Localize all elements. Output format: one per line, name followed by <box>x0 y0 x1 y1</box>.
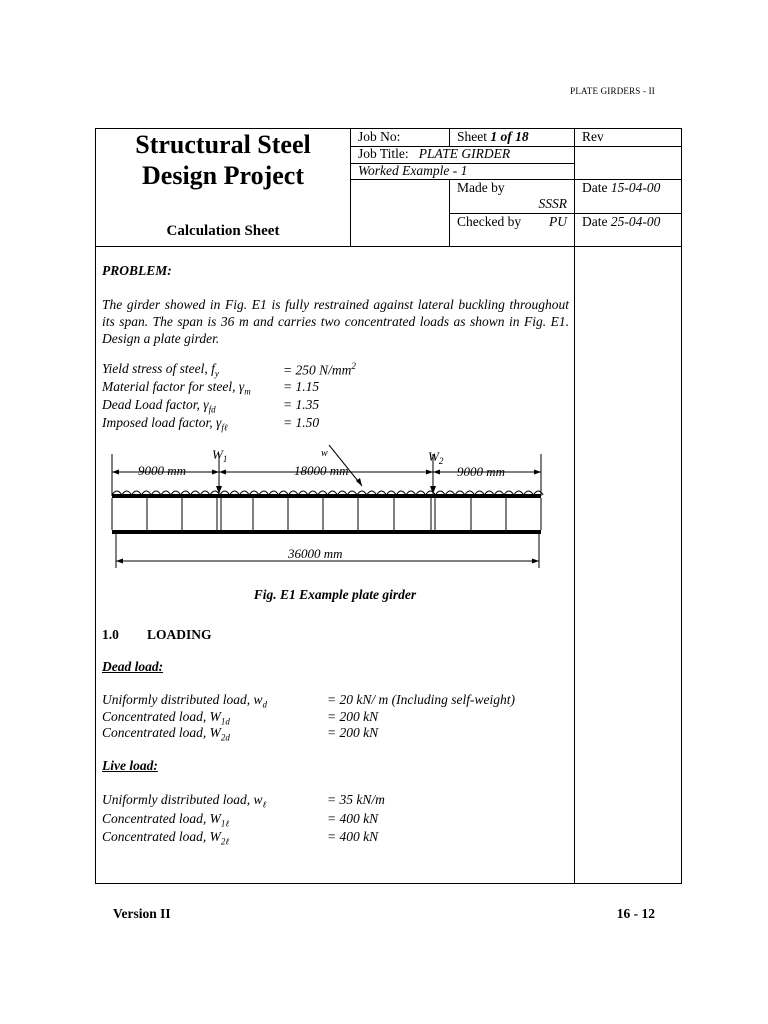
property-row-fy <box>102 361 356 379</box>
load-label: Concentrated load, W <box>102 829 221 844</box>
checked-by-value: PU <box>549 214 567 229</box>
dim-arrowhead <box>426 470 433 475</box>
section-number: 1.0 <box>102 627 119 642</box>
live-load-heading: Live load: <box>102 758 158 773</box>
load-value: = 200 kN <box>327 708 379 724</box>
property-label: Material factor for steel, γ <box>102 379 245 394</box>
project-title-line-1: Structural Steel <box>135 130 311 159</box>
property-sub: y <box>214 368 219 379</box>
property-sub: m <box>244 386 251 397</box>
job-title-value: PLATE GIRDER <box>418 146 511 161</box>
property-sup: 2 <box>351 361 356 371</box>
load-value: = 35 kN/m <box>327 792 385 807</box>
property-row-gamma-m <box>102 379 320 397</box>
project-title-line-2: Design Project <box>142 161 304 190</box>
dim-right-label: 9000 mm <box>457 464 506 479</box>
w2-label: $W_2$ <box>428 449 444 466</box>
dead-load-row <box>102 708 379 727</box>
dim-arrowhead <box>112 470 119 475</box>
plate-girder-figure <box>100 440 560 580</box>
property-value-text: = 250 N/mm <box>283 362 352 378</box>
live-load-row <box>102 792 385 811</box>
checked-by-label: Checked by <box>457 214 522 229</box>
property-label: Yield stress of steel, f <box>102 361 215 376</box>
made-by-value: SSSR <box>538 196 567 211</box>
dead-load-list <box>102 692 515 743</box>
property-value <box>283 361 356 379</box>
property-value: = 1.35 <box>283 397 320 412</box>
property-sub: fℓ <box>221 422 228 433</box>
property-label: Dead Load factor, γ <box>102 397 209 412</box>
live-load-list <box>102 792 385 848</box>
job-title-label: Job Title: <box>358 146 409 161</box>
header-bottom-rule <box>95 246 682 247</box>
section-title: LOADING <box>147 627 212 642</box>
dim-total-label: 36000 mm <box>288 546 343 561</box>
dim-arrowhead <box>219 470 226 475</box>
live-load-row <box>102 810 379 830</box>
property-value: = 1.50 <box>283 415 320 430</box>
job-no-label: Job No: <box>358 129 401 144</box>
rev-label: Rev <box>582 129 604 144</box>
dead-load-row <box>102 725 379 743</box>
property-value: = 1.15 <box>283 379 320 394</box>
property-row-gamma-fd <box>102 397 320 415</box>
sheet-label: Sheet <box>457 129 491 144</box>
header-col-1a <box>449 128 450 146</box>
load-sub: 2d <box>220 732 230 743</box>
margin-column-rule <box>574 128 575 883</box>
load-sub: d <box>262 699 268 710</box>
load-label: Uniformly distributed load, w <box>102 792 263 807</box>
load-sub: ℓ <box>262 799 267 810</box>
date-made-value: 15-04-00 <box>610 180 661 195</box>
udl-label: w <box>321 448 328 459</box>
load-value: = 400 kN <box>327 829 379 844</box>
w1-label: $W_1$ <box>212 447 228 464</box>
load-sub: 1ℓ <box>220 818 230 829</box>
version-label: Version II <box>113 906 171 921</box>
load-value: = 200 kN <box>327 725 379 740</box>
date-made-label: Date <box>582 180 611 195</box>
page-number: 16 - 12 <box>616 906 655 921</box>
date-checked-value: 25-04-00 <box>610 214 661 229</box>
property-row-gamma-fl <box>102 415 320 433</box>
figure-caption: Fig. E1 Example plate girder <box>253 587 417 602</box>
property-sub: fd <box>208 404 216 415</box>
w2-arrowhead <box>430 486 436 494</box>
load-label: Concentrated load, W <box>102 725 221 740</box>
load-label: Concentrated load, W <box>102 810 221 826</box>
live-load-row <box>102 829 379 848</box>
dead-load-heading: Dead load: <box>102 659 164 674</box>
dim-arrowhead <box>116 559 123 564</box>
load-value: = 400 kN <box>327 810 379 826</box>
made-by-label: Made by <box>457 180 505 195</box>
dim-mid-label: 18000 mm <box>294 463 349 478</box>
load-value: = 20 kN/ m (Including self-weight) <box>327 692 515 707</box>
date-checked-cell <box>582 214 660 230</box>
sheet-value: 1 of 18 <box>490 129 529 144</box>
load-label: Uniformly distributed load, w <box>102 692 263 707</box>
dim-arrowhead <box>534 470 541 475</box>
running-head: PLATE GIRDERS - II <box>570 86 655 96</box>
sheet-cell <box>457 129 529 145</box>
dim-left-label: 9000 mm <box>138 463 187 478</box>
dim-arrowhead <box>212 470 219 475</box>
design-properties <box>102 361 356 433</box>
dim-arrowhead <box>433 470 440 475</box>
header-col-1b <box>449 179 450 246</box>
load-label: Concentrated load, W <box>102 708 221 724</box>
dead-load-row <box>102 692 515 710</box>
bottom-flange <box>112 530 541 534</box>
dim-arrowhead <box>532 559 539 564</box>
load-sub: 1d <box>220 716 230 727</box>
date-made-cell <box>582 180 660 196</box>
top-flange <box>112 494 541 498</box>
worked-example: Worked Example - 1 <box>358 163 468 178</box>
date-checked-label: Date <box>582 214 611 229</box>
project-title <box>96 129 350 191</box>
problem-paragraph: The girder showed in Fig. E1 is fully restrained against lateral buckling throughout its span. The span is 36 m and carries two concentrated loads as shown in Fig. E1. Design a plate girder. <box>102 297 569 346</box>
job-title-cell <box>358 146 510 162</box>
load-sub: 2ℓ <box>220 836 230 847</box>
loading-heading <box>102 627 212 643</box>
calculation-sheet-label: Calculation Sheet <box>166 223 280 239</box>
property-label: Imposed load factor, γ <box>102 415 222 430</box>
problem-heading: PROBLEM: <box>102 263 172 278</box>
